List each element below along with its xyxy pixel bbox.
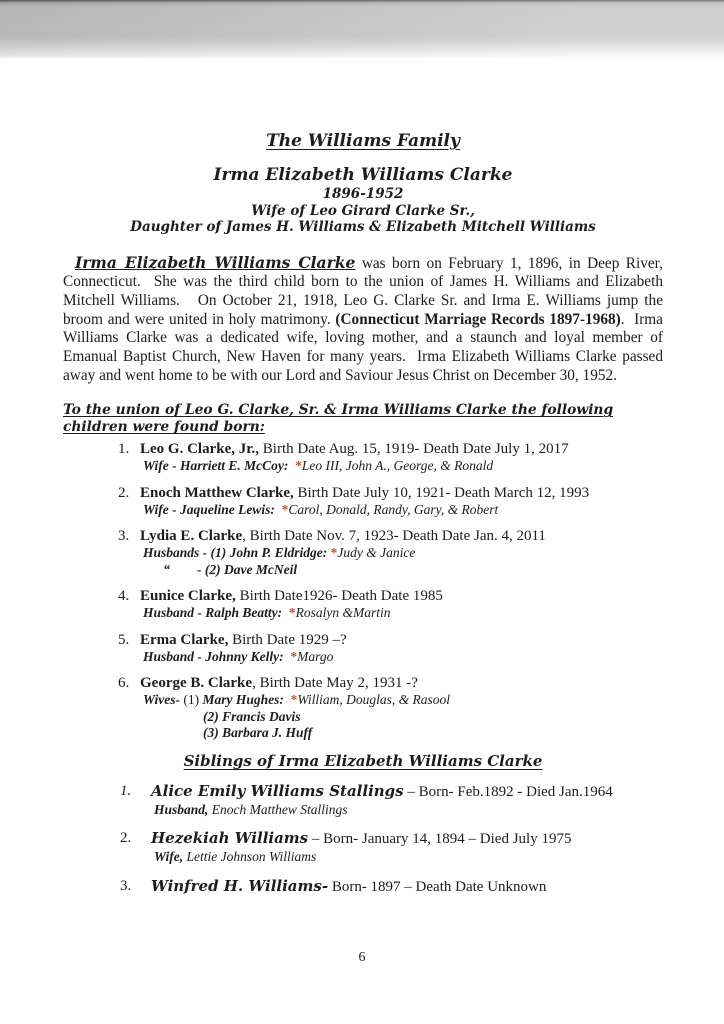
person-name: Alice Emily Williams Stallings (151, 781, 404, 800)
person-name: Eunice Clarke, (140, 588, 236, 605)
subject-header (63, 164, 663, 236)
person-dates: – Born- January 14, 1894 – Died July 1975 (308, 831, 572, 848)
person-name: Erma Clarke, (140, 631, 229, 648)
sibling-item (63, 829, 663, 866)
biography-lead-name: Irma Elizabeth Williams Clarke (75, 252, 356, 272)
item-body (151, 782, 663, 819)
person-line (151, 877, 663, 897)
biography-text-2: . Irma Williams Clarke was a dedicated wife, loving mother, and a staunch and loyal member of Emanual Baptist Church, New Haven for many years. Irma Elizabeth Williams Clarke passed away and went home to be with our Lord and Saviour Jesus Christ on December 30, 1952. (63, 310, 667, 384)
siblings-section-heading: Siblings of Irma Elizabeth Williams Clarke (183, 751, 543, 770)
text-segment: Mary Hughes: (202, 692, 291, 708)
item-body (140, 674, 663, 742)
item-number: 4. (118, 588, 130, 605)
person-line (140, 440, 663, 458)
child-item (63, 440, 663, 475)
children-list (63, 440, 663, 742)
person-dates: , Birth Date Nov. 7, 1923- Death Date Jan. 4, 2011 (242, 528, 546, 545)
item-number: 5. (118, 631, 130, 648)
biography-paragraph (63, 252, 667, 386)
text-segment: Margo (297, 648, 334, 664)
text-segment: Carol, Donald, Randy, Gary, & Robert (288, 501, 499, 517)
person-line (140, 631, 663, 649)
item-body (140, 527, 663, 578)
item-number: 2. (118, 484, 130, 501)
person-line (140, 484, 663, 502)
person-dates: Birth Date 1929 –? (228, 631, 347, 648)
item-body (140, 440, 663, 475)
sibling-item (63, 782, 663, 819)
person-name: Winfred H. Williams- (151, 876, 329, 895)
subject-name: Irma Elizabeth Williams Clarke (213, 165, 513, 185)
item-number: 3. (120, 877, 132, 894)
children-marker-asterisk: * (330, 545, 338, 561)
person-dates: , Birth Date May 2, 1931 -? (252, 675, 418, 692)
text-segment: Husband - Johnny Kelly: (143, 648, 291, 664)
text-segment: Wives- (143, 692, 184, 708)
text-segment: Wife - Harriett E. McCoy: (143, 458, 296, 474)
person-name: Hezekiah Williams (151, 829, 309, 848)
item-number: 2. (120, 830, 132, 847)
spouse-line (143, 649, 663, 666)
subject-wife-of: Wife of Leo Girard Clarke Sr., (251, 202, 475, 219)
text-segment: Enoch Matthew Stallings (211, 801, 348, 817)
person-line (140, 674, 663, 692)
child-item (63, 484, 663, 519)
person-line (151, 829, 663, 849)
text-segment: Leo III, John A., George, & Ronald (301, 458, 494, 474)
children-marker-asterisk: * (290, 692, 298, 708)
text-segment: Judy & Janice (337, 545, 416, 561)
spouse-line (203, 725, 663, 742)
document-title: The Williams Family (266, 131, 460, 151)
person-line (151, 782, 663, 802)
item-body (140, 631, 663, 666)
person-line (140, 527, 663, 545)
person-name: George B. Clarke (140, 675, 253, 692)
person-dates: Birth Date1926- Death Date 1985 (235, 588, 443, 605)
item-number: 3. (118, 528, 130, 545)
text-segment: Rosalyn &Martin (295, 605, 391, 621)
children-marker-asterisk: * (288, 605, 296, 621)
child-item (63, 587, 663, 622)
item-body (151, 829, 663, 866)
page-number: 6 (358, 950, 366, 965)
subject-years: 1896-1952 (322, 186, 404, 202)
person-name: Lydia E. Clarke (140, 528, 243, 545)
marriage-records-reference: (Connecticut Marriage Records 1897-1968) (335, 310, 621, 328)
text-segment: (1) (183, 692, 203, 708)
item-number: 1. (120, 782, 132, 799)
spouse-line (154, 849, 663, 866)
item-number: 6. (118, 675, 130, 692)
text-segment: Wife - Jaqueline Lewis: (143, 501, 282, 517)
person-dates: Birth Date July 10, 1921- Death March 12, 1993 (293, 484, 590, 501)
text-segment: Husband - Ralph Beatty: (143, 605, 289, 621)
person-name: Leo G. Clarke, Jr., (140, 441, 260, 458)
text-segment: Wife, (154, 849, 187, 865)
spouse-line (154, 802, 663, 819)
subject-daughter-of: Daughter of James H. Williams & Elizabeth Mitchell Williams (130, 219, 596, 235)
spouse-line (143, 562, 663, 579)
item-body (151, 877, 663, 897)
spouse-line (143, 458, 663, 475)
text-segment: Husbands - (1) John P. Eldridge: (143, 545, 331, 561)
text-segment: William, Douglas, & Rasool (297, 692, 451, 708)
person-dates: Born- 1897 – Death Date Unknown (328, 878, 547, 895)
text-segment: “ - (2) Dave McNeil (143, 561, 298, 577)
scanner-edge-artifact (0, 0, 724, 58)
person-line (140, 587, 663, 605)
person-dates: Birth Date Aug. 15, 1919- Death Date July 1, 2017 (259, 441, 569, 458)
children-marker-asterisk: * (281, 501, 289, 517)
siblings-list (63, 782, 663, 897)
document-content (0, 130, 724, 897)
item-number: 1. (118, 441, 130, 458)
spouse-line (203, 709, 663, 726)
spouse-line (143, 692, 663, 709)
item-body (140, 587, 663, 622)
children-marker-asterisk: * (290, 648, 298, 664)
child-item (63, 674, 663, 742)
person-name: Enoch Matthew Clarke, (140, 484, 294, 501)
children-section-heading: To the union of Leo G. Clarke, Sr. & Irma Williams Clarke the following children were found born: (63, 402, 614, 436)
spouse-line (143, 545, 663, 562)
sibling-item (63, 877, 663, 897)
item-body (140, 484, 663, 519)
children-marker-asterisk: * (295, 458, 302, 474)
text-segment: Lettie Johnson Williams (186, 849, 317, 865)
spouse-line (143, 502, 663, 519)
text-segment: (2) Francis Davis (203, 708, 301, 724)
text-segment: (3) Barbara J. Huff (203, 725, 313, 741)
biography-text-1: was born on February 1, 1896, in Deep River, Connecticut. She was the third child born to the union of James H. Williams and Elizabeth Mitchell Williams. On October 21, 1918, Leo G. Clarke Sr. and Irma E. Williams jump the broom and were united in holy matrimony. (63, 254, 667, 328)
text-segment: Husband, (154, 801, 212, 817)
person-dates: – Born- Feb.1892 - Died Jan.1964 (403, 783, 613, 800)
spouse-line (143, 605, 663, 622)
child-item (63, 527, 663, 578)
child-item (63, 631, 663, 666)
